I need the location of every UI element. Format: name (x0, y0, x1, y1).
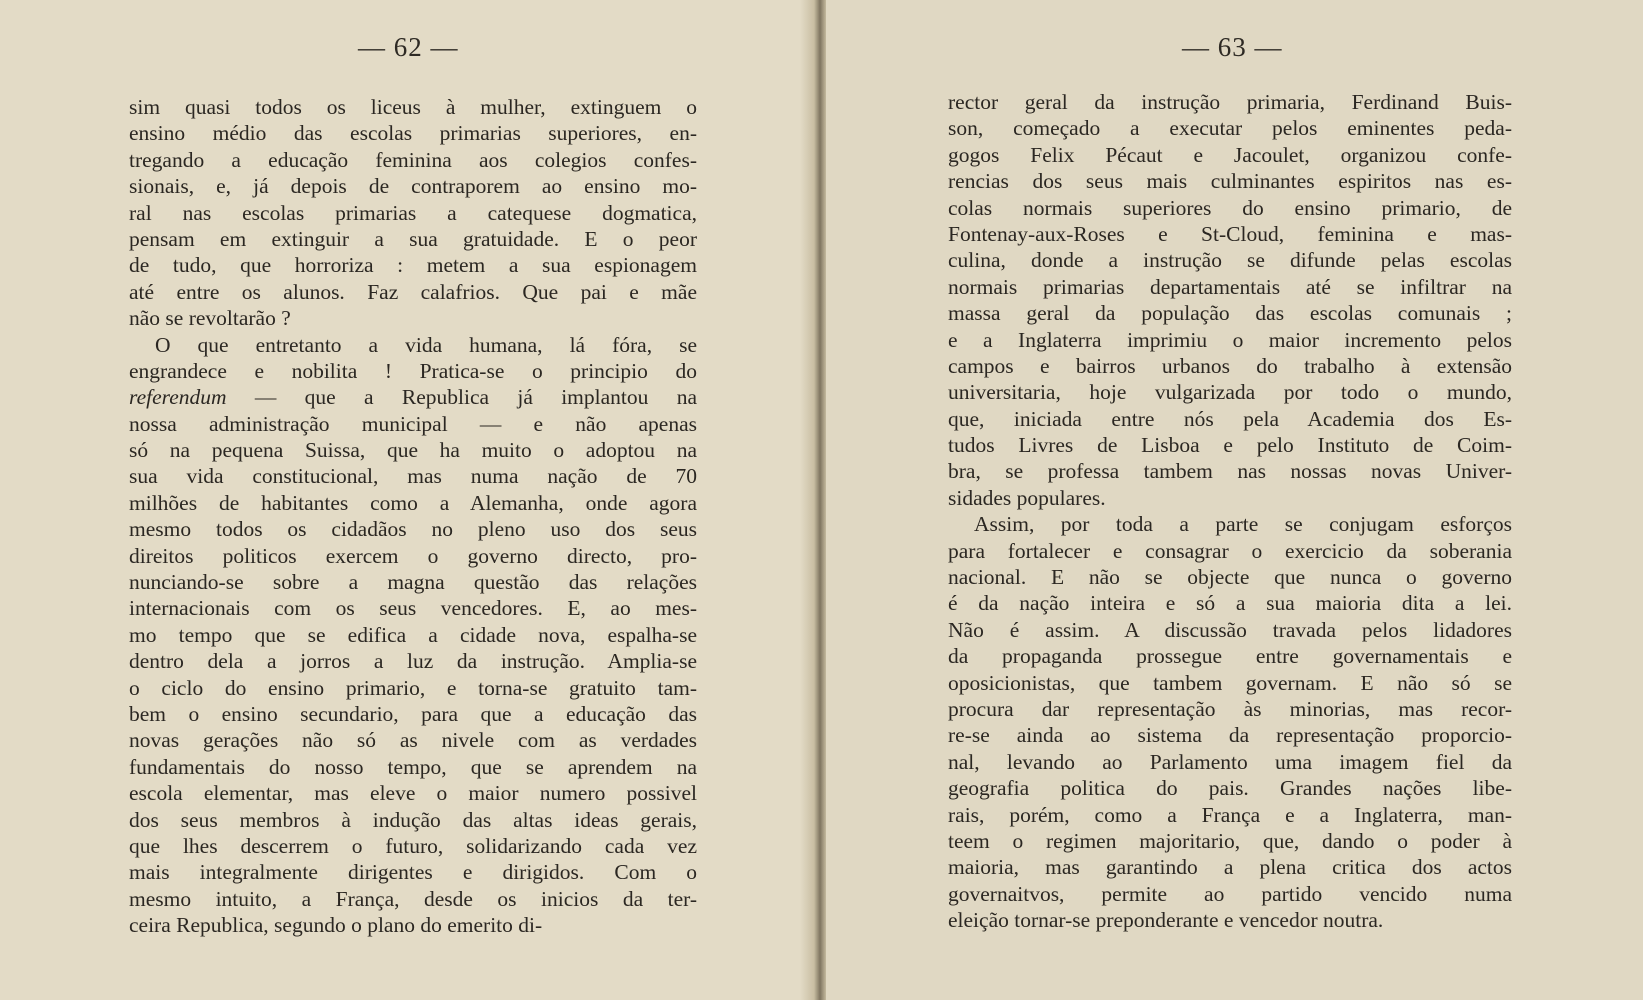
text-line: procura dar representação às minorias, mas recor- (948, 696, 1512, 721)
text-line: teem o regimen majoritario, que, dando o poder à (948, 828, 1512, 853)
text-line: Fontenay-aux-Roses e St-Cloud, feminina e mas- (948, 221, 1512, 246)
text-line: re-se ainda ao sistema da representação proporcio- (948, 723, 1512, 748)
text-line: Não é assim. A discussão travada pelos lidadores (948, 617, 1512, 642)
text-line: dos seus membros à indução das altas ideas gerais, (129, 807, 697, 832)
text-line: fundamentais do nosso tempo, que se aprendem na (129, 754, 697, 779)
right-page (826, 0, 1643, 1000)
text-line: direitos politicos exercem o governo directo, pro- (129, 543, 697, 568)
text-line: Assim, por toda a parte se conjugam esforços (974, 512, 1512, 537)
text-line: mais integralmente dirigentes e dirigidos. Com o (129, 860, 697, 885)
text-line: só na pequena Suissa, que ha muito o adoptou na (129, 438, 697, 463)
text-line: gogos Felix Pécaut e Jacoulet, organizou confe- (948, 142, 1512, 167)
text-line: até entre os alunos. Faz calafrios. Que pai e mãe (129, 279, 697, 304)
text-line: pensam em extinguir a sua gratuidade. E o peor (129, 226, 697, 251)
text-line: tregando a educação feminina aos colegios confes- (129, 147, 697, 172)
text-line: colas normais superiores do ensino primario, de (948, 195, 1512, 220)
text-line: ensino médio das escolas primarias superiores, en- (129, 121, 697, 146)
text-line: que, iniciada entre nós pela Academia dos Es- (948, 406, 1512, 431)
text-line: internacionais com os seus vencedores. E, ao mes- (129, 596, 697, 621)
text-line: culina, donde a instrução se difunde pelas escolas (948, 248, 1512, 273)
text-line: sidades populares. (948, 485, 1106, 510)
text-line: referendum — que a Republica já implantou na (129, 385, 697, 410)
text-line: sionais, e, já depois de contraporem ao ensino mo- (129, 174, 697, 199)
text-line: nunciando-se sobre a magna questão das relações (129, 570, 697, 595)
text-line: tudos Livres de Lisboa e pelo Instituto de Coim- (948, 433, 1512, 458)
text-line: mesmo intuito, a França, desde os inicios da ter- (129, 886, 697, 911)
text-line: bra, se professa tambem nas nossas novas Univer- (948, 459, 1512, 484)
text-line: de tudo, que horroriza : metem a sua espionagem (129, 253, 697, 278)
text-line: ceira Republica, segundo o plano do emerito di- (129, 913, 543, 938)
left-page (0, 0, 820, 1000)
text-line: campos e bairros urbanos do trabalho à extensão (948, 353, 1512, 378)
text-line: dentro dela a jorros a luz da instrução. Amplia-se (129, 649, 697, 674)
text-line: o ciclo do ensino primario, e torna-se gratuito tam- (129, 675, 697, 700)
text-line: da propaganda prossegue entre governamentais e (948, 644, 1512, 669)
text-line: nossa administração municipal — e não apenas (129, 411, 697, 436)
text-line: oposicionistas, que tambem governam. E não só se (948, 670, 1512, 695)
text-line: nacional. E não se objecte que nunca o governo (948, 565, 1512, 590)
text-line: novas gerações não só as nivele com as verdades (129, 728, 697, 753)
text-line: não se revoltarão ? (129, 306, 291, 331)
text-line: eleição tornar-se preponderante e vencedor noutra. (948, 908, 1384, 933)
text-line: O que entretanto a vida humana, lá fóra, se (155, 332, 697, 357)
text-line: maioria, mas garantindo a plena critica dos actos (948, 855, 1512, 880)
text-line: rector geral da instrução primaria, Ferdinand Buis- (948, 90, 1512, 114)
text-line: mesmo todos os cidadãos no pleno uso dos seus (129, 517, 697, 542)
text-line: é da nação inteira e só a sua maioria dita a lei. (948, 591, 1512, 616)
page-number: — 63 — (1182, 32, 1283, 62)
text-line: e a Inglaterra imprimiu o maior incremento pelos (948, 327, 1512, 352)
page-body-text (948, 89, 1512, 934)
text-line: massa geral da população das escolas comunais ; (948, 301, 1512, 326)
text-line: sim quasi todos os liceus à mulher, extinguem o (129, 95, 697, 119)
text-line: sua vida constitucional, mas numa nação de 70 (129, 464, 697, 489)
text-line: universitaria, hoje vulgarizada por todo o mundo, (948, 380, 1512, 405)
page-number: — 62 — (358, 32, 459, 62)
text-line: mo tempo que se edifica a cidade nova, espalha-se (129, 622, 697, 647)
text-line: para fortalecer e consagrar o exercicio da soberania (948, 538, 1512, 563)
page-body-text (129, 94, 697, 939)
text-line: rencias dos seus mais culminantes espiritos nas es- (948, 169, 1512, 194)
text-line: normais primarias departamentais até se infiltrar na (948, 274, 1512, 299)
text-line: milhões de habitantes como a Alemanha, onde agora (129, 490, 697, 515)
text-line: geografia politica do pais. Grandes nações libe- (948, 776, 1512, 801)
text-line: escola elementar, mas eleve o maior numero possivel (129, 781, 697, 806)
text-line: nal, levando ao Parlamento uma imagem fiel da (948, 749, 1512, 774)
text-line: ral nas escolas primarias a catequese dogmatica, (129, 200, 697, 225)
text-line: engrandece e nobilita ! Pratica-se o principio do (129, 358, 697, 383)
text-line: rais, porém, como a França e a Inglaterra, man- (948, 802, 1512, 827)
text-line: governaitvos, permite ao partido vencido numa (948, 881, 1512, 906)
text-line: que lhes descerrem o futuro, solidarizando cada vez (129, 833, 697, 858)
text-line: bem o ensino secundario, para que a educação das (129, 701, 697, 726)
text-line: son, começado a executar pelos eminentes peda- (948, 116, 1512, 141)
